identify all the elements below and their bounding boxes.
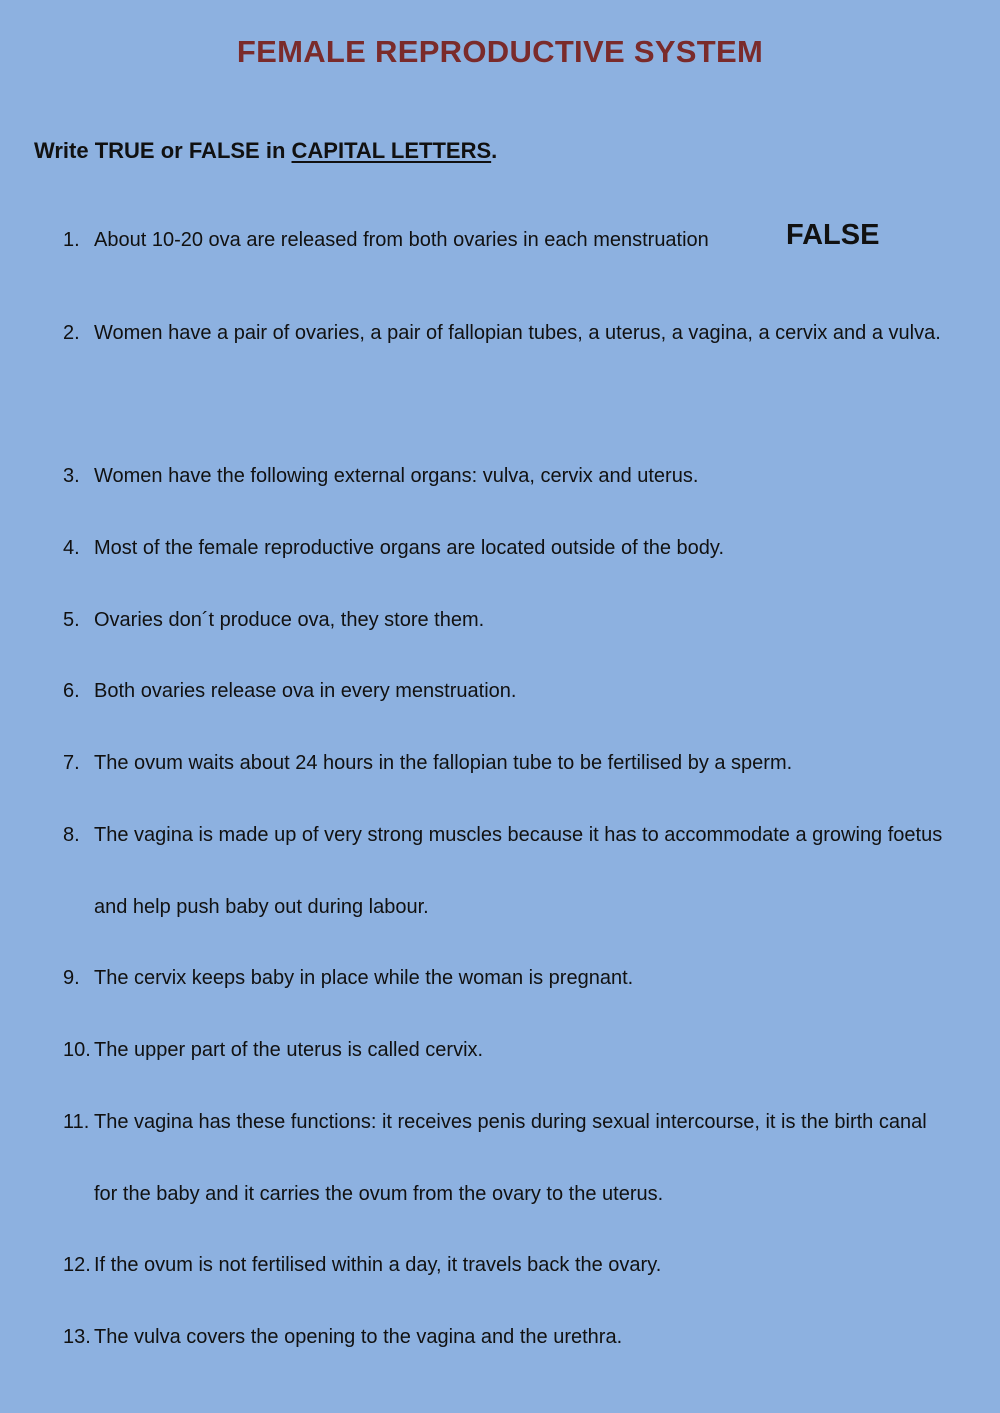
question-item-13 bbox=[63, 1301, 953, 1373]
question-text: About 10-20 ova are released from both ovaries in each menstruation bbox=[94, 229, 709, 251]
question-number: 9. bbox=[63, 967, 80, 989]
question-number: 2. bbox=[63, 322, 80, 344]
question-item-9 bbox=[63, 942, 953, 1014]
question-text: Both ovaries release ova in every menstruation. bbox=[94, 680, 517, 702]
question-item-4 bbox=[63, 512, 953, 584]
question-item-10 bbox=[63, 1014, 953, 1086]
question-number: 12. bbox=[63, 1254, 91, 1276]
instruction-suffix: . bbox=[491, 138, 498, 163]
question-text: Ovaries don´t produce ova, they store them. bbox=[94, 609, 485, 631]
question-number: 4. bbox=[63, 537, 80, 559]
question-number: 13. bbox=[63, 1326, 91, 1348]
question-item-6 bbox=[63, 655, 953, 727]
question-item-11 bbox=[63, 1086, 953, 1230]
question-text: Women have a pair of ovaries, a pair of fallopian tubes, a uterus, a vagina, a cervix and a vulva. bbox=[94, 322, 941, 344]
question-text: The upper part of the uterus is called cervix. bbox=[94, 1039, 484, 1061]
question-number: 11. bbox=[63, 1111, 90, 1133]
question-number: 1. bbox=[63, 229, 80, 251]
question-text: The cervix keeps baby in place while the woman is pregnant. bbox=[94, 967, 634, 989]
question-item-12 bbox=[63, 1229, 953, 1301]
instruction bbox=[34, 138, 497, 164]
question-number: 8. bbox=[63, 824, 80, 846]
question-number: 7. bbox=[63, 752, 80, 774]
question-number: 6. bbox=[63, 680, 80, 702]
question-text: The vulva covers the opening to the vagina and the urethra. bbox=[94, 1326, 623, 1348]
question-text: The vagina is made up of very strong muscles because it has to accommodate a growing foetus and help push baby out during labour. bbox=[94, 824, 943, 918]
question-text: Women have the following external organs: vulva, cervix and uterus. bbox=[94, 465, 699, 487]
question-number: 3. bbox=[63, 465, 80, 487]
question-item-5 bbox=[63, 584, 953, 656]
question-item-3 bbox=[63, 440, 953, 512]
question-text: The ovum waits about 24 hours in the fallopian tube to be fertilised by a sperm. bbox=[94, 752, 793, 774]
question-item-7 bbox=[63, 727, 953, 799]
page-title: FEMALE REPRODUCTIVE SYSTEM bbox=[236, 34, 764, 69]
question-text: Most of the female reproductive organs are located outside of the body. bbox=[94, 537, 724, 559]
question-number: 5. bbox=[63, 609, 80, 631]
question-number: 10. bbox=[63, 1039, 91, 1061]
question-item-2 bbox=[63, 297, 953, 369]
question-item-8 bbox=[63, 799, 953, 943]
instruction-prefix: Write TRUE or FALSE in bbox=[34, 138, 292, 163]
answer-text[interactable]: FALSE bbox=[786, 219, 880, 251]
question-text: The vagina has these functions: it receives penis during sexual intercourse, it is the birth canal for the baby and it carries the ovum from the ovary to the uterus. bbox=[94, 1111, 927, 1205]
question-text: If the ovum is not fertilised within a day, it travels back the ovary. bbox=[94, 1254, 662, 1276]
instruction-emphasis: CAPITAL LETTERS bbox=[291, 138, 492, 163]
